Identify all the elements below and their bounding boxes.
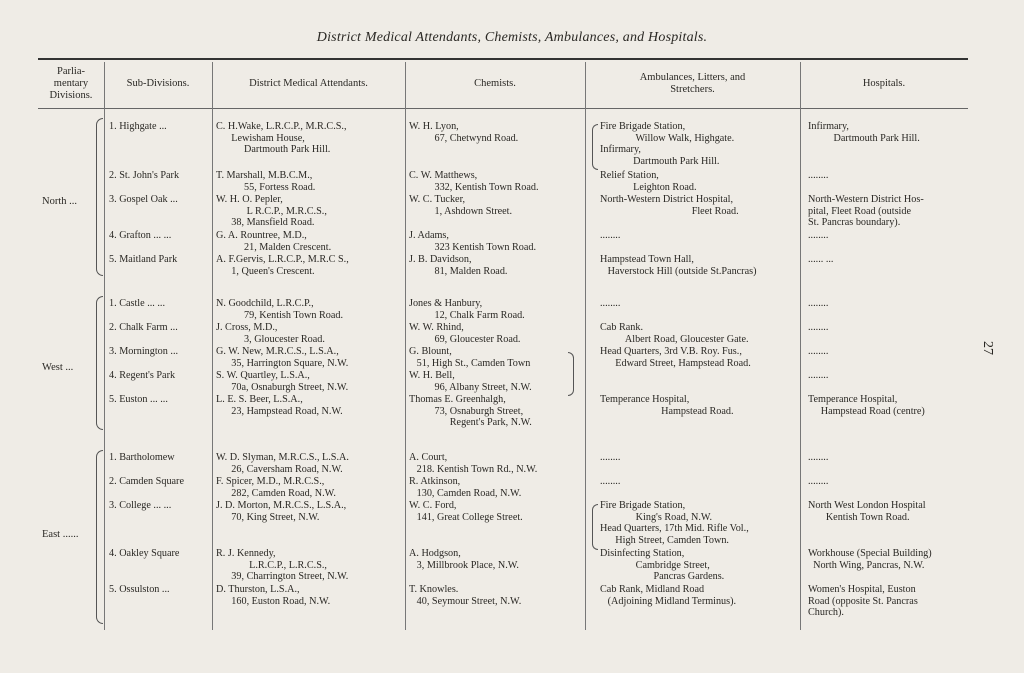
header-subdivisions: Sub-Divisions. bbox=[126, 78, 190, 89]
subdivision-cell: 4. Grafton ... ... bbox=[109, 230, 172, 241]
chemist-cell: C. W. Matthews, 332, Kentish Town Road. bbox=[409, 170, 539, 193]
chemist-cell: W. H. Bell, 96, Albany Street, N.W. bbox=[409, 370, 532, 393]
chemist-cell: G. Blount, 51, High St., Camden Town bbox=[409, 346, 531, 369]
chemist-cell: W. C. Tucker, 1, Ashdown Street. bbox=[409, 194, 513, 217]
medical-attendant-cell: A. F.Gervis, L.R.C.P., M.R.C S., 1, Queen's Crescent. bbox=[216, 254, 349, 277]
hospital-cell: ........ bbox=[808, 298, 829, 309]
header-medical-attendants: District Medical Attendants. bbox=[249, 78, 368, 89]
chemist-cell: Jones & Hanbury, 12, Chalk Farm Road. bbox=[409, 298, 525, 321]
ambulance-cell: ........ bbox=[600, 452, 621, 463]
medical-attendant-cell: C. H.Wake, L.R.C.P., M.R.C.S., Lewisham House, Dartmouth Park Hill. bbox=[216, 121, 347, 156]
column-divider bbox=[405, 62, 406, 630]
column-divider bbox=[104, 62, 105, 630]
chemist-cell: W. H. Lyon, 67, Chetwynd Road. bbox=[409, 121, 519, 144]
ambulance-bracket bbox=[592, 504, 598, 550]
hospital-cell: North West London Hospital Kentish Town Road. bbox=[808, 500, 926, 523]
west-brace bbox=[96, 296, 103, 430]
chemist-cell: J. Adams, 323 Kentish Town Road. bbox=[409, 230, 537, 253]
medical-attendant-cell: S. W. Quartley, L.S.A., 70a, Osnaburgh Street, N.W. bbox=[216, 370, 349, 393]
subdivision-cell: 5. Maitland Park bbox=[109, 254, 178, 265]
subdivision-cell: 4. Oakley Square bbox=[109, 548, 180, 559]
page-number: 27 bbox=[980, 341, 995, 355]
medical-attendant-cell: L. E. S. Beer, L.S.A., 23, Hampstead Road, N.W. bbox=[216, 394, 343, 417]
subdivision-cell: 1. Bartholomew bbox=[109, 452, 175, 463]
chemist-cell: T. Knowles. 40, Seymour Street, N.W. bbox=[409, 584, 522, 607]
hospital-cell: Temperance Hospital, Hampstead Road (centre) bbox=[808, 394, 925, 417]
hospital-cell: ........ bbox=[808, 170, 829, 181]
ambulance-cell: Cab Rank, Midland Road (Adjoining Midland Terminus). bbox=[600, 584, 737, 607]
chemist-cell: Thomas E. Greenhalgh, 73, Osnaburgh Street, Regent's Park, N.W. bbox=[409, 394, 532, 429]
ambulance-cell: Temperance Hospital, Hampstead Road. bbox=[600, 394, 734, 417]
ambulance-cell: Relief Station, Leighton Road. bbox=[600, 170, 697, 193]
medical-attendant-cell: N. Goodchild, L.R.C.P., 79, Kentish Town Road. bbox=[216, 298, 344, 321]
hospital-cell: ...... ... bbox=[808, 254, 834, 265]
chemist-cell: A. Hodgson, 3, Millbrook Place, N.W. bbox=[409, 548, 519, 571]
column-divider bbox=[585, 62, 586, 630]
ambulance-cell: Disinfecting Station, Cambridge Street, Pancras Gardens. bbox=[600, 548, 725, 583]
medical-attendant-cell: W. H. O. Pepler, L R.C.P., M.R.C.S., 38, Mansfield Road. bbox=[216, 194, 327, 229]
header-chemists: Chemists. bbox=[474, 78, 516, 89]
medical-attendant-cell: W. D. Slyman, M.R.C.S., L.S.A. 26, Caversham Road, N.W. bbox=[216, 452, 349, 475]
division-label: East ...... bbox=[42, 529, 79, 540]
north-brace bbox=[96, 118, 103, 276]
subdivision-cell: 3. Mornington ... bbox=[109, 346, 179, 357]
subdivision-cell: 1. Highgate ... bbox=[109, 121, 167, 132]
division-label: West ... bbox=[42, 362, 74, 373]
hospital-cell: Workhouse (Special Building) North Wing, Pancras, N.W. bbox=[808, 548, 932, 571]
chemist-cell: W. C. Ford, 141, Great College Street. bbox=[409, 500, 523, 523]
medical-attendant-cell: D. Thurston, L.S.A., 160, Euston Road, N.W. bbox=[216, 584, 331, 607]
ambulance-cell: Cab Rank. Albert Road, Gloucester Gate. bbox=[600, 322, 749, 345]
subdivision-cell: 1. Castle ... ... bbox=[109, 298, 166, 309]
chemist-bracket bbox=[568, 352, 574, 396]
subdivision-cell: 2. Chalk Farm ... bbox=[109, 322, 178, 333]
hospital-cell: ........ bbox=[808, 476, 829, 487]
subdivision-cell: 2. Camden Square bbox=[109, 476, 184, 487]
top-rule bbox=[38, 58, 968, 60]
ambulance-cell: Fire Brigade Station, King's Road, N.W. Head Quarters, 17th Mid. Rifle Vol., High Street, Camden Town. bbox=[600, 500, 749, 546]
chemist-cell: W. W. Rhind, 69, Gloucester Road. bbox=[409, 322, 521, 345]
subdivision-cell: 2. St. John's Park bbox=[109, 170, 180, 181]
medical-attendant-cell: F. Spicer, M.D., M.R.C.S., 282, Camden Road, N.W. bbox=[216, 476, 336, 499]
ambulance-cell: Fire Brigade Station, Willow Walk, Highgate. Infirmary, Dartmouth Park Hill. bbox=[600, 121, 735, 167]
ambulance-cell: Hampstead Town Hall, Haverstock Hill (outside St.Pancras) bbox=[600, 254, 757, 277]
hospital-cell: ........ bbox=[808, 370, 829, 381]
column-divider bbox=[800, 62, 801, 630]
medical-attendant-cell: G. A. Rountree, M.D., 21, Malden Crescent. bbox=[216, 230, 332, 253]
ambulance-bracket bbox=[592, 124, 598, 170]
header-hospitals: Hospitals. bbox=[862, 78, 906, 89]
subdivision-cell: 3. College ... ... bbox=[109, 500, 172, 511]
medical-attendant-cell: J. Cross, M.D., 3, Gloucester Road. bbox=[216, 322, 325, 345]
ambulance-cell: North-Western District Hospital, Fleet Road. bbox=[600, 194, 739, 217]
subdivision-cell: 4. Regent's Park bbox=[109, 370, 176, 381]
ambulance-cell: ........ bbox=[600, 476, 621, 487]
division-label: North ... bbox=[42, 196, 77, 207]
chemist-cell: A. Court, 218. Kentish Town Rd., N.W. bbox=[409, 452, 538, 475]
page-title: District Medical Attendants, Chemists, Ambulances, and Hospitals. bbox=[316, 30, 708, 45]
chemist-cell: J. B. Davidson, 81, Malden Road. bbox=[409, 254, 508, 277]
medical-attendant-cell: G. W. New, M.R.C.S., L.S.A., 35, Harrington Square, N.W. bbox=[216, 346, 349, 369]
header-rule bbox=[38, 108, 968, 109]
hospital-cell: Infirmary, Dartmouth Park Hill. bbox=[808, 121, 920, 144]
hospital-cell: ........ bbox=[808, 230, 829, 241]
hospital-cell: ........ bbox=[808, 322, 829, 333]
chemist-cell: R. Atkinson, 130, Camden Road, N.W. bbox=[409, 476, 522, 499]
ambulance-cell: Head Quarters, 3rd V.B. Roy. Fus., Edward Street, Hampstead Road. bbox=[600, 346, 751, 369]
hospital-cell: North-Western District Hos- pital, Fleet Road (outside St. Pancras boundary). bbox=[808, 194, 924, 229]
east-brace bbox=[96, 450, 103, 624]
ambulance-cell: ........ bbox=[600, 230, 621, 241]
medical-attendant-cell: T. Marshall, M.B.C.M., 55, Fortess Road. bbox=[216, 170, 316, 193]
header-ambulances: Ambulances, Litters, and Stretchers. bbox=[639, 72, 746, 95]
medical-attendant-cell: J. D. Morton, M.R.C.S., L.S.A., 70, King Street, N.W. bbox=[216, 500, 347, 523]
ambulance-cell: ........ bbox=[600, 298, 621, 309]
hospital-cell: ........ bbox=[808, 346, 829, 357]
subdivision-cell: 5. Ossulston ... bbox=[109, 584, 170, 595]
column-divider bbox=[212, 62, 213, 630]
hospital-cell: Women's Hospital, Euston Road (opposite St. Pancras Church). bbox=[808, 584, 918, 619]
hospital-cell: ........ bbox=[808, 452, 829, 463]
medical-attendant-cell: R. J. Kennedy, L.R.C.P., L.R.C.S., 39, Charrington Street, N.W. bbox=[216, 548, 349, 583]
subdivision-cell: 5. Euston ... ... bbox=[109, 394, 168, 405]
header-divisions: Parlia- mentary Divisions. bbox=[49, 66, 93, 101]
subdivision-cell: 3. Gospel Oak ... bbox=[109, 194, 178, 205]
